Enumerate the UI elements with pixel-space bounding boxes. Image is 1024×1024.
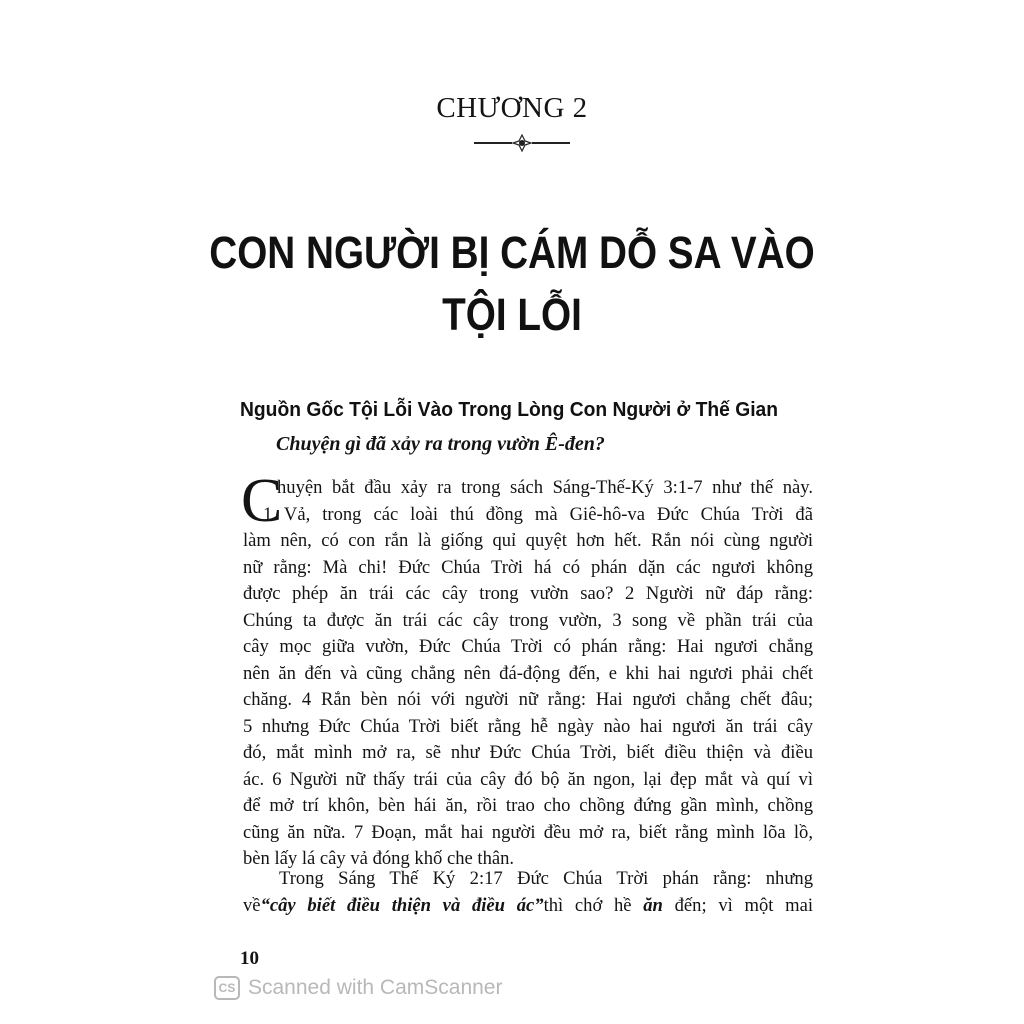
text-run: đến; vì một mai — [662, 895, 813, 916]
chapter-title — [72, 222, 953, 346]
emphasis-word: ăn — [643, 895, 663, 916]
subheading: Chuyện gì đã xảy ra trong vườn Ê-đen? — [276, 433, 605, 455]
ornament-divider-icon — [472, 134, 572, 152]
text-line: để mở trí khôn, bèn hái ăn, rồi trao cho chồng đứng gần mình, chồng — [243, 795, 813, 816]
text-line — [243, 892, 813, 919]
page-number: 10 — [240, 948, 259, 969]
watermark-text: Scanned with CamScanner — [248, 976, 503, 999]
paragraph-2 — [243, 865, 813, 919]
chapter-title-line-1: CON NGƯỜI BỊ CÁM DỖ SA VÀO — [209, 227, 815, 278]
text-line: đó, mắt mình mở ra, sẽ như Đức Chúa Trời, biết điều thiện và điều — [243, 742, 813, 763]
text-run: về — [243, 895, 261, 916]
chapter-title-line-2: TỘI LỖI — [442, 289, 582, 340]
drop-cap: C — [241, 467, 283, 535]
text-line: cũng ăn nữa. 7 Đoạn, mắt hai người đều mở ra, biết rằng mình lõa lồ, — [243, 821, 813, 843]
paragraph-1 — [241, 467, 813, 873]
text-line: nên ăn đến và cũng chẳng nên đá-động đến, e khi hai ngươi phải chết — [243, 662, 813, 684]
text-line: cây mọc giữa vườn, Đức Chúa Trời có phán rằng: Hai ngươi chẳng — [243, 636, 813, 657]
section-heading: Nguồn Gốc Tội Lỗi Vào Trong Lòng Con Người ở Thế Gian — [240, 398, 779, 421]
text-line: Trong Sáng Thế Ký 2:17 Đức Chúa Trời phán rằng: nhưng — [279, 868, 813, 889]
text-line: nữ rằng: Mà chi! Đức Chúa Trời há có phán dặn các ngươi không — [243, 556, 813, 578]
text-line: huyện bắt đầu xảy ra trong sách Sáng-Thế-Ký 3:1-7 như thế này. — [277, 477, 813, 498]
text-line: làm nên, có con rắn là giống quỉ quyệt hơn hết. Rắn nói cùng người — [243, 530, 813, 551]
text-line: 5 nhưng Đức Chúa Trời biết rằng hễ ngày nào hai ngươi ăn trái cây — [243, 715, 813, 737]
text-line: được phép ăn trái các cây trong vườn sao? 2 Người nữ đáp rằng: — [243, 583, 813, 604]
text-line: 1 Vả, trong các loài thú đồng mà Giê-hô-va Đức Chúa Trời đã — [263, 503, 813, 525]
camscanner-logo-icon: CS — [214, 976, 240, 1000]
chapter-label: CHƯƠNG 2 — [436, 92, 588, 124]
text-line: chăng. 4 Rắn bèn nói với người nữ rằng: Hai ngươi chẳng chết đâu; — [243, 689, 813, 710]
text-line: bèn lấy lá cây vả đóng khố che thân. — [243, 848, 515, 869]
text-line: ác. 6 Người nữ thấy trái của cây đó bộ ăn ngon, lại đẹp mắt và quí vì — [243, 768, 813, 790]
text-line: Chúng ta được ăn trái các cây trong vườn, 3 song về phần trái của — [243, 609, 813, 631]
text-run: thì chớ hề — [543, 895, 644, 916]
emphasis-phrase: “cây biết điều thiện và điều ác” — [260, 895, 544, 916]
scanner-watermark — [214, 974, 502, 1002]
